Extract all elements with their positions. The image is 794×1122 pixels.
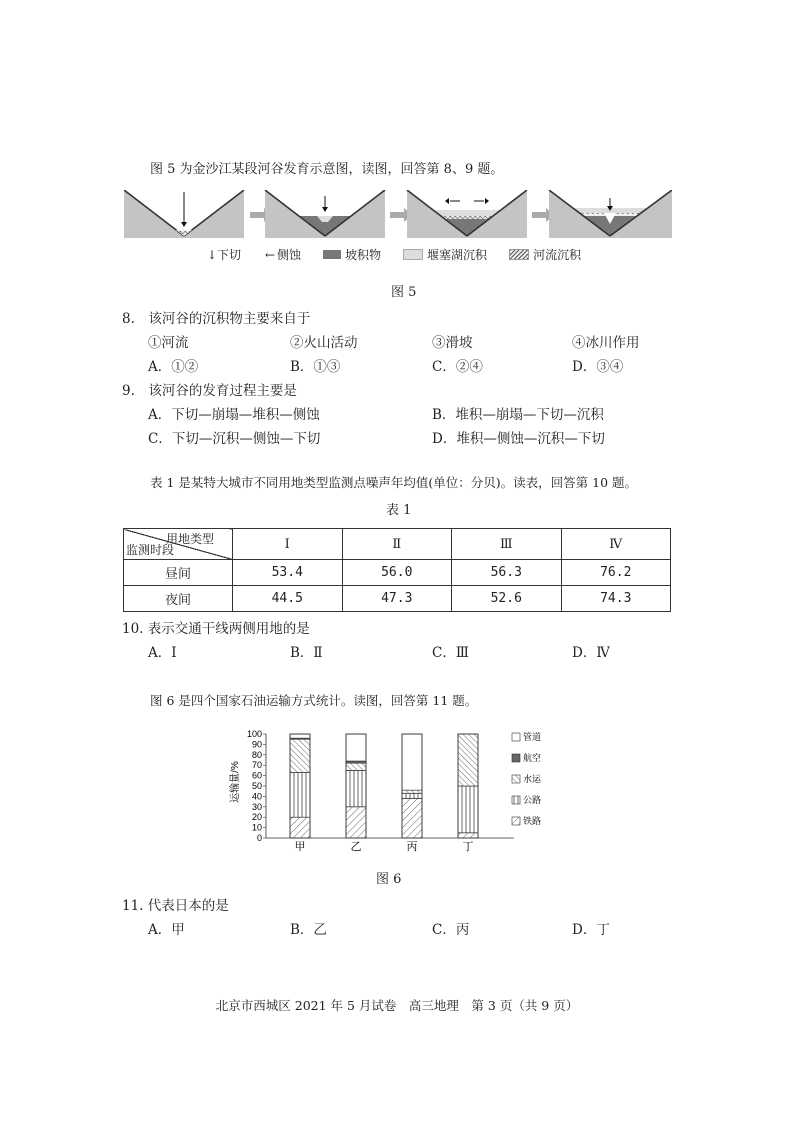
q9-option-b[interactable]: B．堆积—崩塌—下切—沉积 [432, 407, 604, 423]
left-arrow-icon: ← [264, 247, 276, 262]
x-tick-label: 乙 [350, 840, 362, 853]
bar-segment [290, 817, 310, 838]
y-tick-label: 30 [251, 801, 262, 812]
oil-transport-chart [228, 726, 568, 856]
table-row [124, 586, 671, 612]
bar-segment [402, 793, 422, 798]
q11-option-c[interactable]: C．丙 [432, 922, 470, 938]
y-tick-label: 0 [256, 833, 262, 843]
fig5-caption: 图 5 [391, 285, 417, 300]
bar-segment [346, 734, 366, 761]
legend-swatch [512, 754, 520, 762]
y-tick-label: 20 [251, 812, 262, 823]
legend-swatch [512, 775, 520, 783]
y-tick-label: 10 [251, 822, 262, 833]
y-tick-label: 100 [246, 729, 262, 739]
x-tick-label: 甲 [294, 840, 306, 853]
row-label: 昼间 [124, 560, 233, 586]
legend-label: 航空 [523, 754, 542, 764]
q11-option-a[interactable]: A．甲 [148, 922, 185, 938]
q10-option-d[interactable]: D．Ⅳ [572, 645, 610, 661]
page-footer: 北京市西城区 2021 年 5 月试卷 高三地理 第 3 页（共 9 页） [215, 998, 579, 1013]
y-tick-label: 50 [251, 781, 262, 791]
valley-stage-4 [549, 190, 672, 238]
table-cell: 53.4 [233, 560, 343, 586]
bar-segment [346, 807, 366, 838]
bar-segment [402, 734, 422, 790]
bar-segment [458, 734, 478, 786]
y-tick-label: 80 [251, 749, 262, 760]
y-tick-label: 90 [251, 739, 262, 750]
legend-swatch [512, 796, 520, 804]
q8-item: ②火山活动 [290, 335, 358, 351]
corner-bottom-label: 监测时段 [126, 543, 175, 557]
valley-development-diagram [124, 190, 672, 242]
table-row [124, 560, 671, 586]
bar-segment [290, 739, 310, 772]
table1-caption: 表 1 [386, 503, 412, 518]
fig5-legend [207, 246, 581, 263]
column-header: Ⅳ [561, 529, 671, 560]
bar-segment [458, 786, 478, 833]
river-sediment-swatch [509, 249, 529, 260]
q8-option-a[interactable]: A．①② [148, 359, 199, 375]
table-cell: 44.5 [233, 586, 343, 612]
bar-segment [290, 772, 310, 817]
q9-option-a[interactable]: A．下切—崩塌—堆积—侧蚀 [148, 407, 320, 423]
y-tick-label: 70 [251, 760, 262, 771]
table-corner-cell [124, 529, 233, 560]
column-header: Ⅰ [233, 529, 343, 560]
noise-table [123, 528, 671, 612]
q11-stem: 11. 代表日本的是 [122, 898, 229, 914]
valley-stage-1 [124, 190, 244, 238]
bar-segment [290, 734, 310, 738]
legend-label: 下切 [217, 248, 242, 262]
table-cell: 74.3 [561, 586, 671, 612]
x-tick-label: 丁 [462, 840, 474, 853]
q11-option-d[interactable]: D．丁 [572, 922, 610, 938]
q8-item: ④冰川作用 [572, 335, 640, 351]
y-axis-label: 运输量/% [230, 761, 241, 803]
table-cell: 56.3 [452, 560, 562, 586]
q11-option-b[interactable]: B．乙 [290, 922, 327, 938]
y-tick-label: 40 [251, 791, 262, 802]
legend-label: 公路 [523, 796, 542, 806]
q8-item: ①河流 [148, 335, 189, 351]
valley-stage-3 [407, 190, 527, 238]
fig6-caption: 图 6 [376, 872, 402, 887]
column-header: Ⅱ [342, 529, 452, 560]
q8-option-b[interactable]: B．①③ [290, 359, 341, 375]
table1-intro: 表 1 是某特大城市不同用地类型监测点噪声年均值(单位：分贝)。读表，回答第 10 题。 [150, 475, 638, 490]
down-arrow-icon: ↓ [207, 247, 218, 262]
table-header-row [124, 529, 671, 560]
legend-label: 侧蚀 [277, 248, 302, 262]
q10-stem: 10. 表示交通干线两侧用地的是 [122, 621, 310, 637]
q10-option-a[interactable]: A．Ⅰ [148, 645, 177, 661]
q8-stem: 8. 该河谷的沉积物主要来自于 [122, 311, 311, 327]
bar-segment [402, 790, 422, 793]
legend-label: 水运 [523, 775, 542, 785]
legend-label: 管道 [523, 733, 542, 743]
legend-swatch [512, 733, 520, 741]
q9-stem: 9. 该河谷的发育过程主要是 [122, 383, 297, 399]
legend-label: 铁路 [523, 817, 542, 827]
table-cell: 52.6 [452, 586, 562, 612]
fig5-intro: 图 5 为金沙江某段河谷发育示意图，读图，回答第 8、9 题。 [150, 162, 504, 177]
fig6-intro: 图 6 是四个国家石油运输方式统计。读图，回答第 11 题。 [150, 693, 478, 708]
bar-segment [346, 770, 366, 806]
x-tick-label: 丙 [406, 840, 418, 853]
legend-label: 河流沉积 [533, 248, 582, 262]
y-tick-label: 60 [251, 770, 262, 781]
legend-swatch [512, 817, 520, 825]
legend-label: 堰塞湖沉积 [427, 248, 488, 262]
q8-option-d[interactable]: D．③④ [572, 359, 624, 375]
corner-top-label: 用地类型 [165, 532, 214, 546]
q9-option-d[interactable]: D．堆积—侧蚀—沉积—下切 [432, 431, 605, 447]
table-cell: 56.0 [342, 560, 452, 586]
colluvium-swatch [323, 250, 341, 259]
q10-option-c[interactable]: C．Ⅲ [432, 645, 469, 661]
bar-segment [458, 833, 478, 838]
bar-segment [402, 798, 422, 838]
q9-option-c[interactable]: C．下切—沉积—侧蚀—下切 [148, 431, 321, 447]
lake-sediment-swatch [403, 249, 423, 260]
q10-option-b[interactable]: B．Ⅱ [290, 645, 323, 661]
q8-option-c[interactable]: C．②④ [432, 359, 483, 375]
row-label: 夜间 [124, 586, 233, 612]
table-cell: 76.2 [561, 560, 671, 586]
legend-label: 坡积物 [345, 248, 382, 262]
column-header: Ⅲ [452, 529, 562, 560]
valley-stage-2 [265, 190, 385, 238]
bar-segment [346, 763, 366, 770]
table-cell: 47.3 [342, 586, 452, 612]
q8-item: ③滑坡 [432, 335, 473, 351]
